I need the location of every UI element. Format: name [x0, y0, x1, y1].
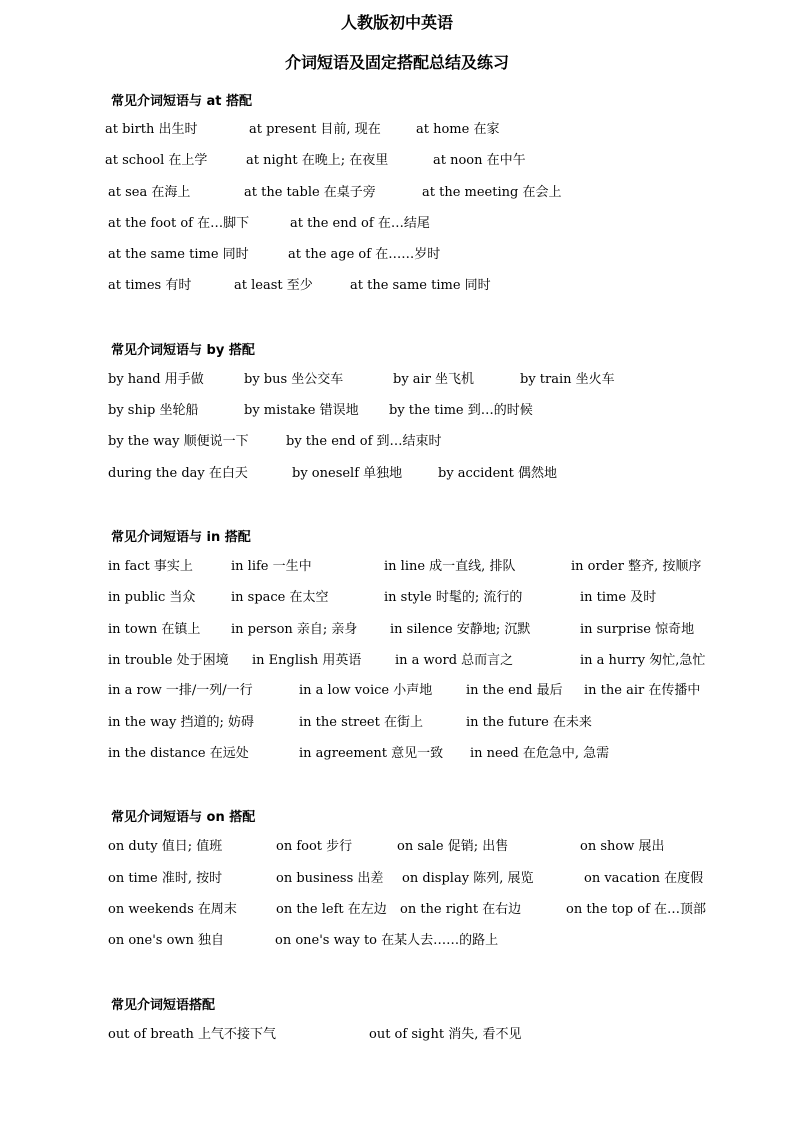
- phrase-entry: on weekends 在周末: [108, 902, 237, 917]
- phrase-entry: in life 一生中: [231, 559, 312, 574]
- phrase-entry: by the way 顺便说一下: [108, 434, 249, 449]
- phrase-entry: at times 有时: [108, 278, 192, 293]
- phrase-entry: on show 展出: [580, 839, 665, 854]
- phrase-entry: on sale 促销; 出售: [397, 839, 509, 854]
- section-heading: 常见介词短语与 on 搭配: [111, 810, 256, 825]
- phrase-entry: at home 在家: [416, 122, 500, 137]
- phrase-entry: at the table 在桌子旁: [244, 185, 376, 200]
- section-heading: 常见介词短语搭配: [111, 998, 216, 1013]
- phrase-entry: on foot 步行: [276, 839, 353, 854]
- phrase-entry: in space 在太空: [231, 590, 329, 605]
- phrase-entry: on display 陈列, 展览: [402, 871, 534, 886]
- phrase-entry: at night 在晚上; 在夜里: [246, 153, 389, 168]
- section-heading: 常见介词短语与 by 搭配: [111, 343, 255, 358]
- phrase-entry: at sea 在海上: [108, 185, 191, 200]
- phrase-entry: in time 及时: [580, 590, 657, 605]
- document-subtitle: 介词短语及固定搭配总结及练习: [284, 53, 509, 72]
- phrase-entry: on the right 在右边: [400, 902, 522, 917]
- phrase-entry: in the future 在未来: [466, 715, 592, 730]
- phrase-entry: in a low voice 小声地: [299, 683, 433, 698]
- phrase-entry: at the same time 同时: [108, 247, 249, 262]
- phrase-entry: by bus 坐公交车: [244, 372, 344, 387]
- phrase-entry: by air 坐飞机: [393, 372, 475, 387]
- phrase-entry: on time 准时, 按时: [108, 871, 223, 886]
- phrase-entry: on one's way to 在某人去……的路上: [275, 933, 499, 948]
- section-heading: 常见介词短语与 at 搭配: [111, 94, 253, 109]
- phrase-entry: by oneself 单独地: [292, 466, 403, 481]
- phrase-entry: in the distance 在远处: [108, 746, 249, 761]
- phrase-entry: in a hurry 匆忙,急忙: [580, 653, 706, 668]
- phrase-entry: by the end of 到…结束时: [286, 434, 442, 449]
- phrase-entry: in line 成一直线, 排队: [384, 559, 516, 574]
- phrase-entry: in person 亲自; 亲身: [231, 622, 358, 637]
- phrase-entry: in the air 在传播中: [584, 683, 701, 698]
- phrase-entry: at the same time 同时: [350, 278, 491, 293]
- phrase-entry: on the left 在左边: [276, 902, 387, 917]
- document-title: 人教版初中英语: [340, 13, 453, 32]
- phrase-entry: by train 坐火车: [520, 372, 615, 387]
- phrase-entry: in agreement 意见一致: [299, 746, 444, 761]
- phrase-entry: by hand 用手做: [108, 372, 204, 387]
- phrase-entry: on the top of 在…顶部: [566, 902, 707, 917]
- phrase-entry: on duty 值日; 值班: [108, 839, 223, 854]
- phrase-entry: at birth 出生时: [105, 122, 198, 137]
- phrase-entry: in order 整齐, 按顺序: [571, 559, 702, 574]
- phrase-entry: in trouble 处于困境: [108, 653, 229, 668]
- phrase-entry: in English 用英语: [252, 653, 362, 668]
- phrase-entry: at the end of 在…结尾: [290, 216, 430, 231]
- phrase-entry: in style 时髦的; 流行的: [384, 590, 523, 605]
- phrase-entry: on business 出差: [276, 871, 384, 886]
- phrase-entry: at noon 在中午: [433, 153, 526, 168]
- phrase-entry: in a row 一排/一列/一行: [108, 683, 253, 698]
- phrase-entry: in town 在镇上: [108, 622, 201, 637]
- phrase-entry: in need 在危急中, 急需: [470, 746, 610, 761]
- phrase-entry: in public 当众: [108, 590, 196, 605]
- phrase-entry: by accident 偶然地: [438, 466, 558, 481]
- phrase-entry: in silence 安静地; 沉默: [390, 622, 531, 637]
- phrase-entry: by mistake 错误地: [244, 403, 359, 418]
- phrase-entry: at least 至少: [234, 278, 313, 293]
- phrase-entry: in the end 最后: [466, 683, 563, 698]
- phrase-entry: in the street 在街上: [299, 715, 423, 730]
- section-heading: 常见介词短语与 in 搭配: [111, 530, 251, 545]
- phrase-entry: on vacation 在度假: [584, 871, 704, 886]
- phrase-entry: in fact 事实上: [108, 559, 193, 574]
- phrase-entry: by the time 到…的时候: [389, 403, 533, 418]
- phrase-entry: at present 目前, 现在: [249, 122, 381, 137]
- phrase-entry: out of breath 上气不接下气: [108, 1027, 277, 1042]
- phrase-entry: in a word 总而言之: [395, 653, 514, 668]
- phrase-entry: at the meeting 在会上: [422, 185, 562, 200]
- phrase-entry: at the age of 在……岁时: [288, 247, 441, 262]
- phrase-entry: in the way 挡道的; 妨碍: [108, 715, 254, 730]
- phrase-entry: in surprise 惊奇地: [580, 622, 695, 637]
- phrase-entry: out of sight 消失, 看不见: [369, 1027, 522, 1042]
- phrase-entry: at the foot of 在…脚下: [108, 216, 250, 231]
- phrase-entry: on one's own 独自: [108, 933, 225, 948]
- phrase-entry: during the day 在白天: [108, 466, 248, 481]
- phrase-entry: at school 在上学: [105, 153, 208, 168]
- phrase-entry: by ship 坐轮船: [108, 403, 199, 418]
